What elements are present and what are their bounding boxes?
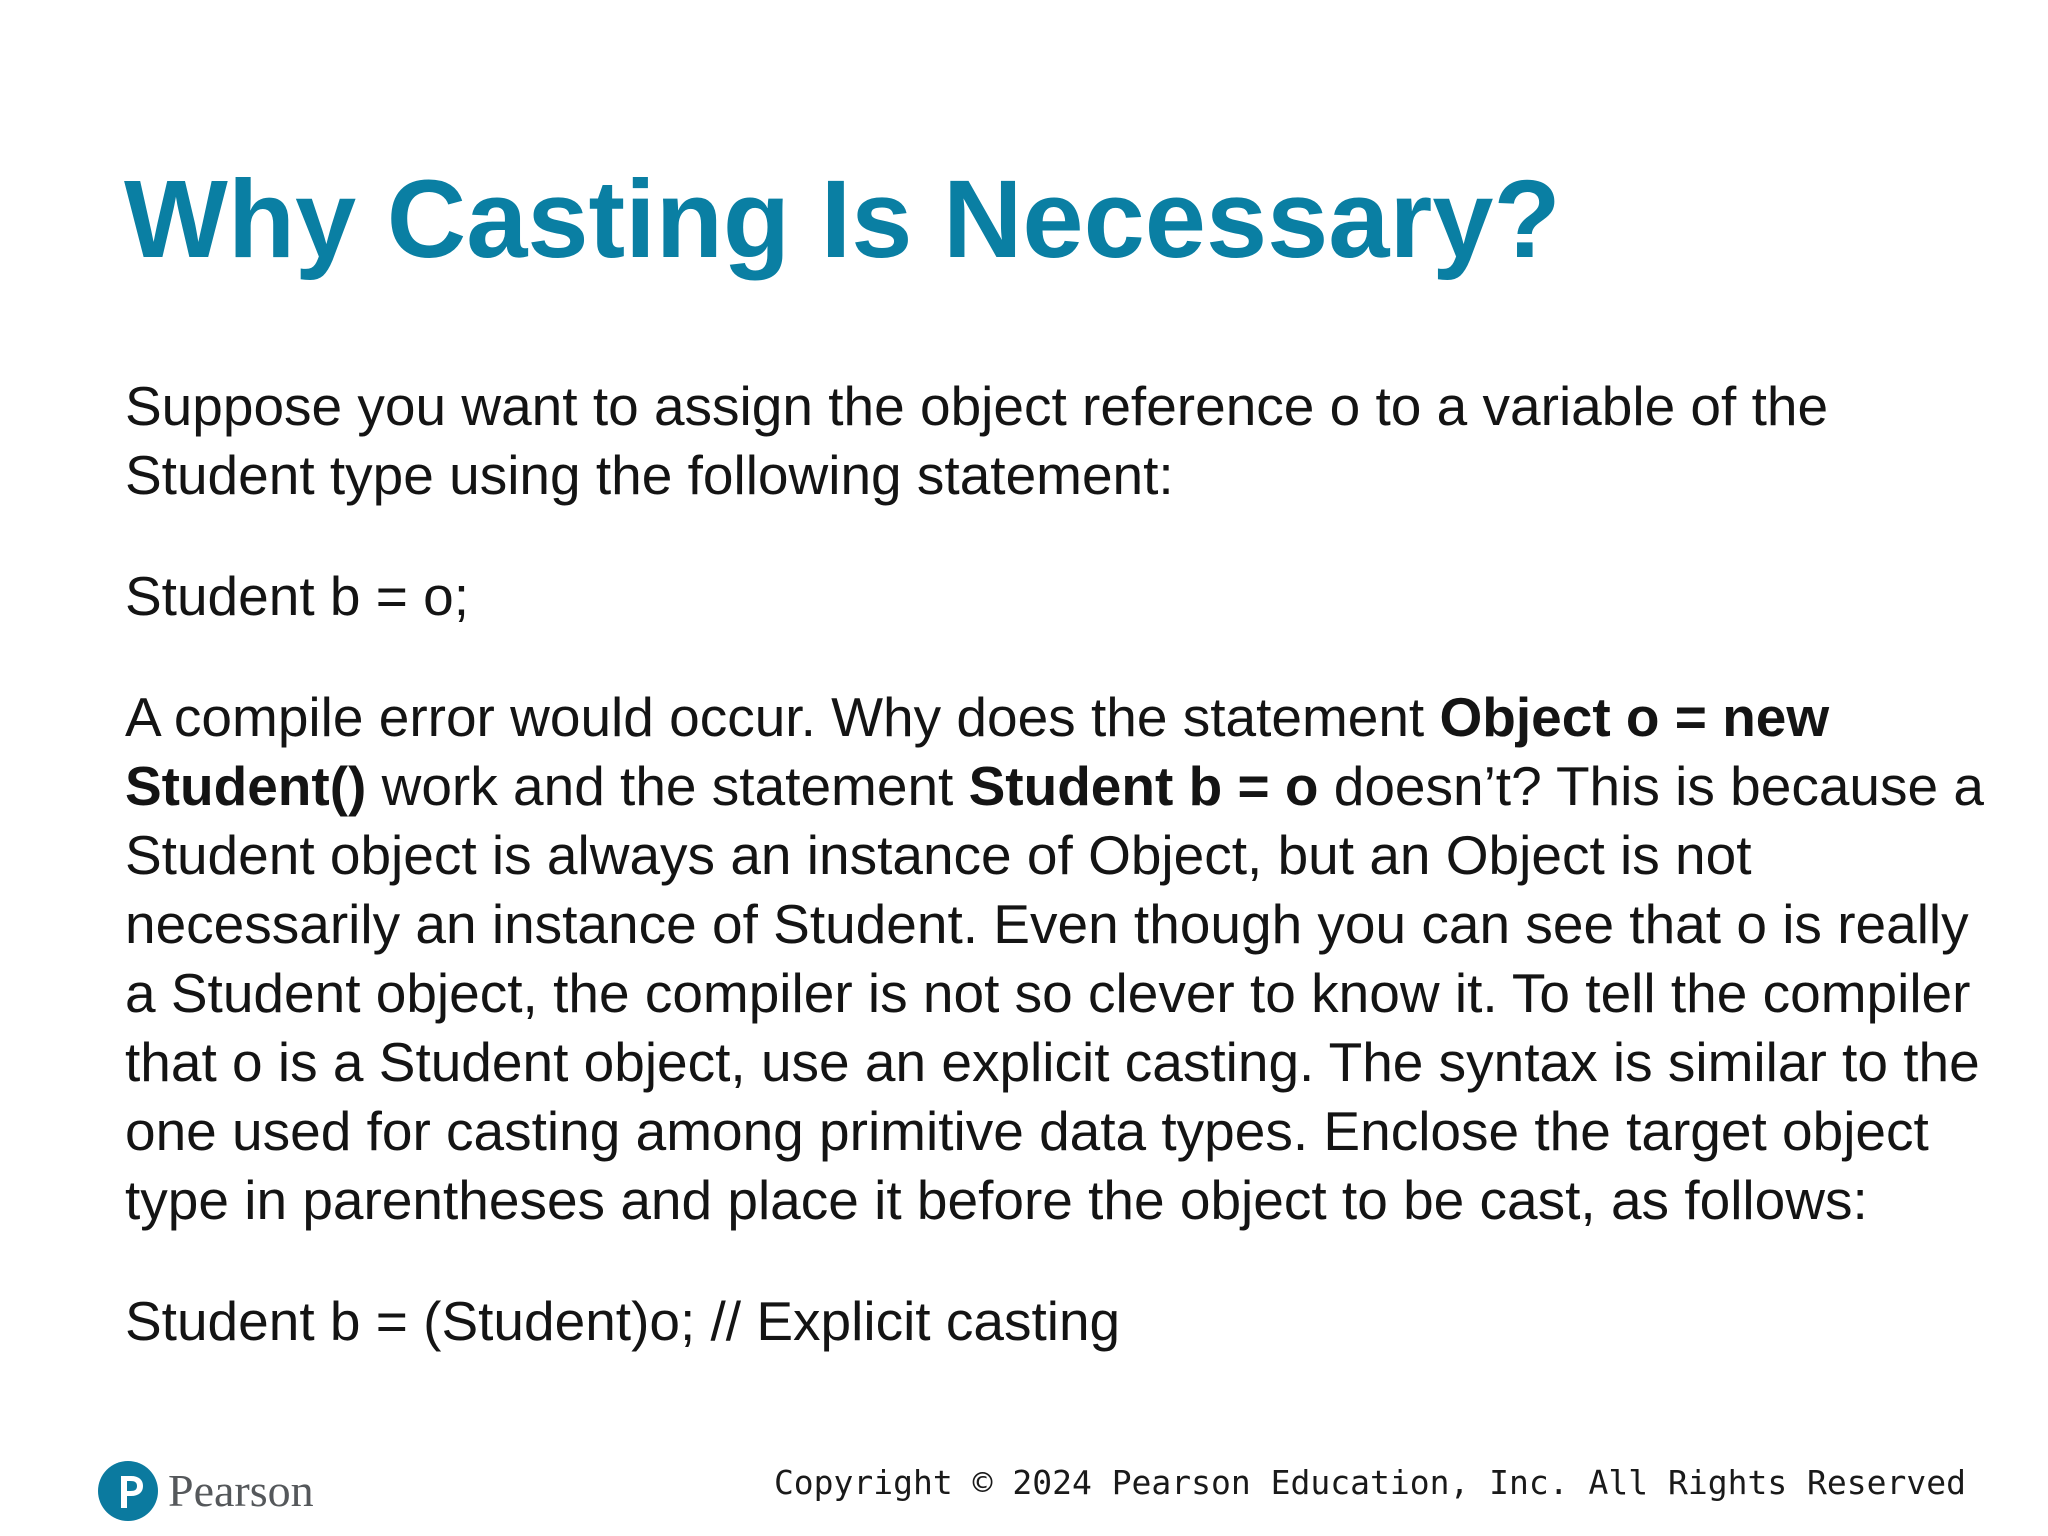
copyright-notice: Copyright © 2024 Pearson Education, Inc. All Rights Reserved [773, 1463, 1966, 1502]
explanation-bold-2: Student b = o [968, 755, 1319, 817]
pearson-logo-text: Pearson [168, 1465, 314, 1516]
slide-title: Why Casting Is Necessary? [124, 158, 1561, 281]
explanation-text-3: doesn’t? This is because a Student object is always an instance of Object, but an Object is not necessarily an instance of Student. Even though you can see that o is really a Student object, the compiler is not so clever to know it. To tell the compiler that o is a Student object, use an explicit casting. The syntax is similar to the one used for casting among primitive data types. Enclose the target object type in parentheses and place it before the object to be cast, as follows: [125, 755, 1984, 1231]
pearson-logo [98, 1458, 314, 1524]
explanation-paragraph [125, 683, 1985, 1235]
explanation-bold-1: Object o = new Student() [125, 686, 1830, 817]
explanation-text-1: A compile error would occur. Why does the statement [125, 686, 1440, 748]
code-statement-1: Student b = o; [125, 565, 470, 627]
code-statement-2: Student b = (Student)o; // Explicit casting [125, 1290, 1121, 1352]
pearson-p-logo-icon [98, 1461, 158, 1521]
slide-body [125, 372, 1985, 1356]
explanation-text-2: work and the statement [366, 755, 969, 817]
intro-paragraph: Suppose you want to assign the object reference o to a variable of the Student type using the following statement: [125, 375, 1829, 506]
